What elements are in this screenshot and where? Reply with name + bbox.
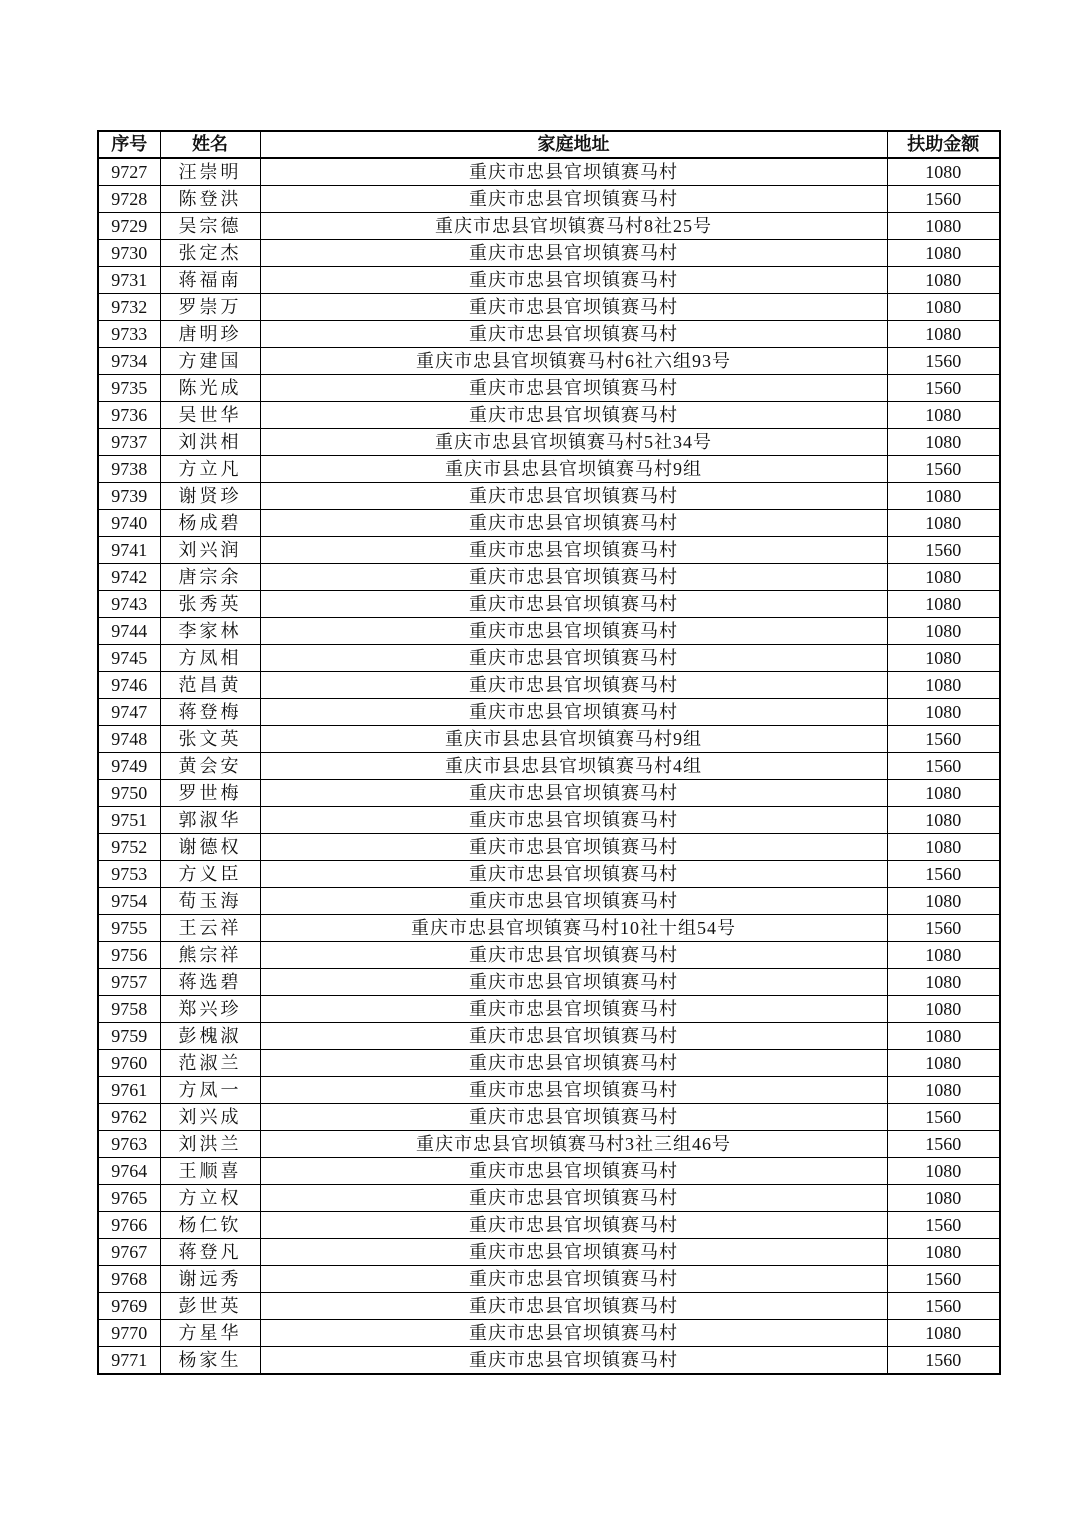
table-row — [98, 1239, 1000, 1266]
cell-home-address: 重庆市县忠县官坝镇赛马村9组 — [260, 726, 887, 753]
table-row — [98, 699, 1000, 726]
table-row — [98, 969, 1000, 996]
table-row — [98, 375, 1000, 402]
cell-home-address: 重庆市忠县官坝镇赛马村 — [260, 537, 887, 564]
table-row — [98, 591, 1000, 618]
table-row — [98, 645, 1000, 672]
cell-aid-amount: 1560 — [887, 537, 1000, 564]
cell-name: 荀玉海 — [160, 888, 260, 915]
cell-aid-amount: 1080 — [887, 591, 1000, 618]
cell-home-address: 重庆市忠县官坝镇赛马村 — [260, 645, 887, 672]
cell-serial-number: 9757 — [98, 969, 160, 996]
cell-name: 方立权 — [160, 1185, 260, 1212]
table-row — [98, 402, 1000, 429]
header-name: 姓名 — [160, 131, 260, 158]
table-row — [98, 186, 1000, 213]
cell-name: 刘洪相 — [160, 429, 260, 456]
cell-serial-number: 9765 — [98, 1185, 160, 1212]
cell-serial-number: 9731 — [98, 267, 160, 294]
cell-serial-number: 9753 — [98, 861, 160, 888]
cell-name: 吴宗德 — [160, 213, 260, 240]
cell-home-address: 重庆市忠县官坝镇赛马村 — [260, 618, 887, 645]
cell-serial-number: 9750 — [98, 780, 160, 807]
cell-name: 王云祥 — [160, 915, 260, 942]
cell-serial-number: 9744 — [98, 618, 160, 645]
table-header-row — [98, 131, 1000, 158]
cell-name: 蒋登凡 — [160, 1239, 260, 1266]
cell-aid-amount: 1560 — [887, 753, 1000, 780]
table-row — [98, 1266, 1000, 1293]
cell-home-address: 重庆市忠县官坝镇赛马村6社六组93号 — [260, 348, 887, 375]
cell-name: 唐宗余 — [160, 564, 260, 591]
cell-home-address: 重庆市忠县官坝镇赛马村 — [260, 1212, 887, 1239]
cell-aid-amount: 1080 — [887, 1023, 1000, 1050]
table-row — [98, 753, 1000, 780]
cell-home-address: 重庆市忠县官坝镇赛马村 — [260, 780, 887, 807]
cell-aid-amount: 1080 — [887, 483, 1000, 510]
cell-home-address: 重庆市忠县官坝镇赛马村 — [260, 483, 887, 510]
cell-home-address: 重庆市忠县官坝镇赛马村 — [260, 969, 887, 996]
cell-home-address: 重庆市忠县官坝镇赛马村 — [260, 1185, 887, 1212]
header-aid-amount: 扶助金额 — [887, 131, 1000, 158]
cell-name: 方立凡 — [160, 456, 260, 483]
cell-serial-number: 9767 — [98, 1239, 160, 1266]
cell-home-address: 重庆市县忠县官坝镇赛马村9组 — [260, 456, 887, 483]
cell-home-address: 重庆市忠县官坝镇赛马村 — [260, 510, 887, 537]
cell-aid-amount: 1080 — [887, 1050, 1000, 1077]
cell-home-address: 重庆市忠县官坝镇赛马村 — [260, 861, 887, 888]
header-serial-number: 序号 — [98, 131, 160, 158]
cell-aid-amount: 1560 — [887, 1131, 1000, 1158]
cell-aid-amount: 1080 — [887, 699, 1000, 726]
cell-name: 蒋福南 — [160, 267, 260, 294]
cell-name: 刘洪兰 — [160, 1131, 260, 1158]
cell-home-address: 重庆市忠县官坝镇赛马村 — [260, 1050, 887, 1077]
cell-home-address: 重庆市忠县官坝镇赛马村 — [260, 888, 887, 915]
cell-aid-amount: 1080 — [887, 402, 1000, 429]
cell-name: 张秀英 — [160, 591, 260, 618]
cell-serial-number: 9758 — [98, 996, 160, 1023]
cell-serial-number: 9741 — [98, 537, 160, 564]
table-row — [98, 1050, 1000, 1077]
cell-aid-amount: 1080 — [887, 1239, 1000, 1266]
cell-home-address: 重庆市忠县官坝镇赛马村 — [260, 1293, 887, 1320]
cell-aid-amount: 1080 — [887, 807, 1000, 834]
table-row — [98, 537, 1000, 564]
cell-serial-number: 9751 — [98, 807, 160, 834]
cell-name: 汪崇明 — [160, 158, 260, 186]
cell-aid-amount: 1080 — [887, 618, 1000, 645]
cell-home-address: 重庆市忠县官坝镇赛马村 — [260, 240, 887, 267]
cell-name: 郑兴珍 — [160, 996, 260, 1023]
cell-serial-number: 9754 — [98, 888, 160, 915]
cell-aid-amount: 1080 — [887, 564, 1000, 591]
cell-name: 熊宗祥 — [160, 942, 260, 969]
cell-home-address: 重庆市忠县官坝镇赛马村 — [260, 321, 887, 348]
table-row — [98, 1293, 1000, 1320]
cell-home-address: 重庆市忠县官坝镇赛马村3社三组46号 — [260, 1131, 887, 1158]
cell-name: 谢远秀 — [160, 1266, 260, 1293]
cell-serial-number: 9743 — [98, 591, 160, 618]
table-row — [98, 294, 1000, 321]
cell-home-address: 重庆市忠县官坝镇赛马村 — [260, 1239, 887, 1266]
cell-name: 罗崇万 — [160, 294, 260, 321]
cell-serial-number: 9752 — [98, 834, 160, 861]
cell-aid-amount: 1560 — [887, 456, 1000, 483]
cell-aid-amount: 1560 — [887, 1293, 1000, 1320]
cell-aid-amount: 1560 — [887, 348, 1000, 375]
cell-aid-amount: 1560 — [887, 726, 1000, 753]
cell-serial-number: 9762 — [98, 1104, 160, 1131]
cell-aid-amount: 1080 — [887, 1185, 1000, 1212]
cell-home-address: 重庆市忠县官坝镇赛马村 — [260, 1347, 887, 1375]
cell-aid-amount: 1560 — [887, 861, 1000, 888]
cell-home-address: 重庆市忠县官坝镇赛马村 — [260, 294, 887, 321]
cell-home-address: 重庆市忠县官坝镇赛马村 — [260, 672, 887, 699]
table-row — [98, 1158, 1000, 1185]
cell-aid-amount: 1080 — [887, 996, 1000, 1023]
cell-aid-amount: 1080 — [887, 429, 1000, 456]
cell-name: 杨家生 — [160, 1347, 260, 1375]
cell-home-address: 重庆市忠县官坝镇赛马村 — [260, 942, 887, 969]
cell-name: 唐明珍 — [160, 321, 260, 348]
cell-home-address: 重庆市忠县官坝镇赛马村 — [260, 699, 887, 726]
table-row — [98, 942, 1000, 969]
cell-serial-number: 9738 — [98, 456, 160, 483]
cell-aid-amount: 1080 — [887, 213, 1000, 240]
table-row — [98, 429, 1000, 456]
cell-aid-amount: 1080 — [887, 969, 1000, 996]
cell-aid-amount: 1080 — [887, 1320, 1000, 1347]
cell-home-address: 重庆市忠县官坝镇赛马村5社34号 — [260, 429, 887, 456]
table-row — [98, 672, 1000, 699]
table-row — [98, 348, 1000, 375]
cell-serial-number: 9733 — [98, 321, 160, 348]
cell-name: 陈光成 — [160, 375, 260, 402]
cell-serial-number: 9742 — [98, 564, 160, 591]
cell-aid-amount: 1560 — [887, 186, 1000, 213]
cell-aid-amount: 1080 — [887, 158, 1000, 186]
cell-serial-number: 9745 — [98, 645, 160, 672]
cell-home-address: 重庆市忠县官坝镇赛马村 — [260, 1320, 887, 1347]
cell-name: 彭槐淑 — [160, 1023, 260, 1050]
cell-serial-number: 9760 — [98, 1050, 160, 1077]
cell-aid-amount: 1560 — [887, 1212, 1000, 1239]
cell-name: 陈登洪 — [160, 186, 260, 213]
cell-serial-number: 9736 — [98, 402, 160, 429]
cell-name: 方凤相 — [160, 645, 260, 672]
cell-serial-number: 9748 — [98, 726, 160, 753]
cell-aid-amount: 1560 — [887, 915, 1000, 942]
cell-name: 方凤一 — [160, 1077, 260, 1104]
cell-name: 罗世梅 — [160, 780, 260, 807]
cell-home-address: 重庆市县忠县官坝镇赛马村4组 — [260, 753, 887, 780]
cell-serial-number: 9756 — [98, 942, 160, 969]
table-body — [98, 158, 1000, 1374]
table-row — [98, 267, 1000, 294]
cell-serial-number: 9771 — [98, 1347, 160, 1375]
cell-home-address: 重庆市忠县官坝镇赛马村8社25号 — [260, 213, 887, 240]
table-row — [98, 861, 1000, 888]
cell-aid-amount: 1080 — [887, 267, 1000, 294]
table-row — [98, 213, 1000, 240]
header-home-address: 家庭地址 — [260, 131, 887, 158]
cell-aid-amount: 1080 — [887, 834, 1000, 861]
cell-name: 蒋登梅 — [160, 699, 260, 726]
cell-aid-amount: 1080 — [887, 240, 1000, 267]
cell-name: 刘兴成 — [160, 1104, 260, 1131]
table-row — [98, 915, 1000, 942]
cell-name: 蒋选碧 — [160, 969, 260, 996]
cell-serial-number: 9737 — [98, 429, 160, 456]
table-row — [98, 834, 1000, 861]
cell-aid-amount: 1080 — [887, 510, 1000, 537]
cell-aid-amount: 1080 — [887, 672, 1000, 699]
cell-name: 黄会安 — [160, 753, 260, 780]
cell-serial-number: 9769 — [98, 1293, 160, 1320]
table-row — [98, 1347, 1000, 1375]
cell-home-address: 重庆市忠县官坝镇赛马村 — [260, 807, 887, 834]
cell-home-address: 重庆市忠县官坝镇赛马村 — [260, 996, 887, 1023]
cell-aid-amount: 1080 — [887, 888, 1000, 915]
cell-aid-amount: 1560 — [887, 1266, 1000, 1293]
cell-aid-amount: 1080 — [887, 645, 1000, 672]
cell-home-address: 重庆市忠县官坝镇赛马村 — [260, 1023, 887, 1050]
cell-serial-number: 9735 — [98, 375, 160, 402]
table-row — [98, 1023, 1000, 1050]
cell-name: 杨仁钦 — [160, 1212, 260, 1239]
cell-name: 郭淑华 — [160, 807, 260, 834]
cell-aid-amount: 1080 — [887, 942, 1000, 969]
cell-serial-number: 9740 — [98, 510, 160, 537]
beneficiary-table — [97, 130, 1001, 1375]
cell-aid-amount: 1080 — [887, 1077, 1000, 1104]
cell-name: 方义臣 — [160, 861, 260, 888]
table-row — [98, 456, 1000, 483]
cell-serial-number: 9768 — [98, 1266, 160, 1293]
table-row — [98, 726, 1000, 753]
cell-serial-number: 9739 — [98, 483, 160, 510]
cell-name: 谢德权 — [160, 834, 260, 861]
cell-serial-number: 9764 — [98, 1158, 160, 1185]
cell-name: 方星华 — [160, 1320, 260, 1347]
table-row — [98, 1185, 1000, 1212]
cell-home-address: 重庆市忠县官坝镇赛马村 — [260, 186, 887, 213]
table-row — [98, 1212, 1000, 1239]
cell-aid-amount: 1080 — [887, 294, 1000, 321]
cell-home-address: 重庆市忠县官坝镇赛马村 — [260, 1266, 887, 1293]
table-row — [98, 996, 1000, 1023]
cell-serial-number: 9727 — [98, 158, 160, 186]
cell-home-address: 重庆市忠县官坝镇赛马村 — [260, 375, 887, 402]
cell-home-address: 重庆市忠县官坝镇赛马村 — [260, 402, 887, 429]
cell-name: 范淑兰 — [160, 1050, 260, 1077]
table-row — [98, 1131, 1000, 1158]
cell-aid-amount: 1080 — [887, 321, 1000, 348]
cell-name: 谢贤珍 — [160, 483, 260, 510]
cell-serial-number: 9759 — [98, 1023, 160, 1050]
cell-serial-number: 9732 — [98, 294, 160, 321]
cell-aid-amount: 1560 — [887, 375, 1000, 402]
cell-name: 张文英 — [160, 726, 260, 753]
table-row — [98, 483, 1000, 510]
cell-serial-number: 9747 — [98, 699, 160, 726]
cell-home-address: 重庆市忠县官坝镇赛马村 — [260, 1077, 887, 1104]
cell-aid-amount: 1080 — [887, 780, 1000, 807]
cell-serial-number: 9761 — [98, 1077, 160, 1104]
cell-home-address: 重庆市忠县官坝镇赛马村 — [260, 158, 887, 186]
cell-home-address: 重庆市忠县官坝镇赛马村 — [260, 1104, 887, 1131]
cell-home-address: 重庆市忠县官坝镇赛马村10社十组54号 — [260, 915, 887, 942]
cell-name: 王顺喜 — [160, 1158, 260, 1185]
cell-serial-number: 9770 — [98, 1320, 160, 1347]
cell-name: 方建国 — [160, 348, 260, 375]
table-row — [98, 807, 1000, 834]
table-row — [98, 321, 1000, 348]
table-row — [98, 888, 1000, 915]
table-row — [98, 618, 1000, 645]
cell-name: 吴世华 — [160, 402, 260, 429]
cell-home-address: 重庆市忠县官坝镇赛马村 — [260, 564, 887, 591]
table-row — [98, 564, 1000, 591]
cell-name: 杨成碧 — [160, 510, 260, 537]
cell-aid-amount: 1560 — [887, 1347, 1000, 1375]
cell-serial-number: 9728 — [98, 186, 160, 213]
cell-aid-amount: 1080 — [887, 1158, 1000, 1185]
cell-home-address: 重庆市忠县官坝镇赛马村 — [260, 267, 887, 294]
table-row — [98, 1104, 1000, 1131]
cell-serial-number: 9734 — [98, 348, 160, 375]
table-row — [98, 510, 1000, 537]
cell-aid-amount: 1560 — [887, 1104, 1000, 1131]
cell-home-address: 重庆市忠县官坝镇赛马村 — [260, 834, 887, 861]
cell-name: 李家林 — [160, 618, 260, 645]
cell-serial-number: 9766 — [98, 1212, 160, 1239]
cell-serial-number: 9730 — [98, 240, 160, 267]
cell-serial-number: 9763 — [98, 1131, 160, 1158]
table-row — [98, 240, 1000, 267]
table-row — [98, 1320, 1000, 1347]
cell-name: 彭世英 — [160, 1293, 260, 1320]
cell-name: 张定杰 — [160, 240, 260, 267]
cell-name: 范昌黄 — [160, 672, 260, 699]
cell-serial-number: 9729 — [98, 213, 160, 240]
table-row — [98, 780, 1000, 807]
cell-serial-number: 9746 — [98, 672, 160, 699]
cell-serial-number: 9755 — [98, 915, 160, 942]
cell-home-address: 重庆市忠县官坝镇赛马村 — [260, 591, 887, 618]
cell-home-address: 重庆市忠县官坝镇赛马村 — [260, 1158, 887, 1185]
table-row — [98, 158, 1000, 186]
table-row — [98, 1077, 1000, 1104]
cell-name: 刘兴润 — [160, 537, 260, 564]
cell-serial-number: 9749 — [98, 753, 160, 780]
